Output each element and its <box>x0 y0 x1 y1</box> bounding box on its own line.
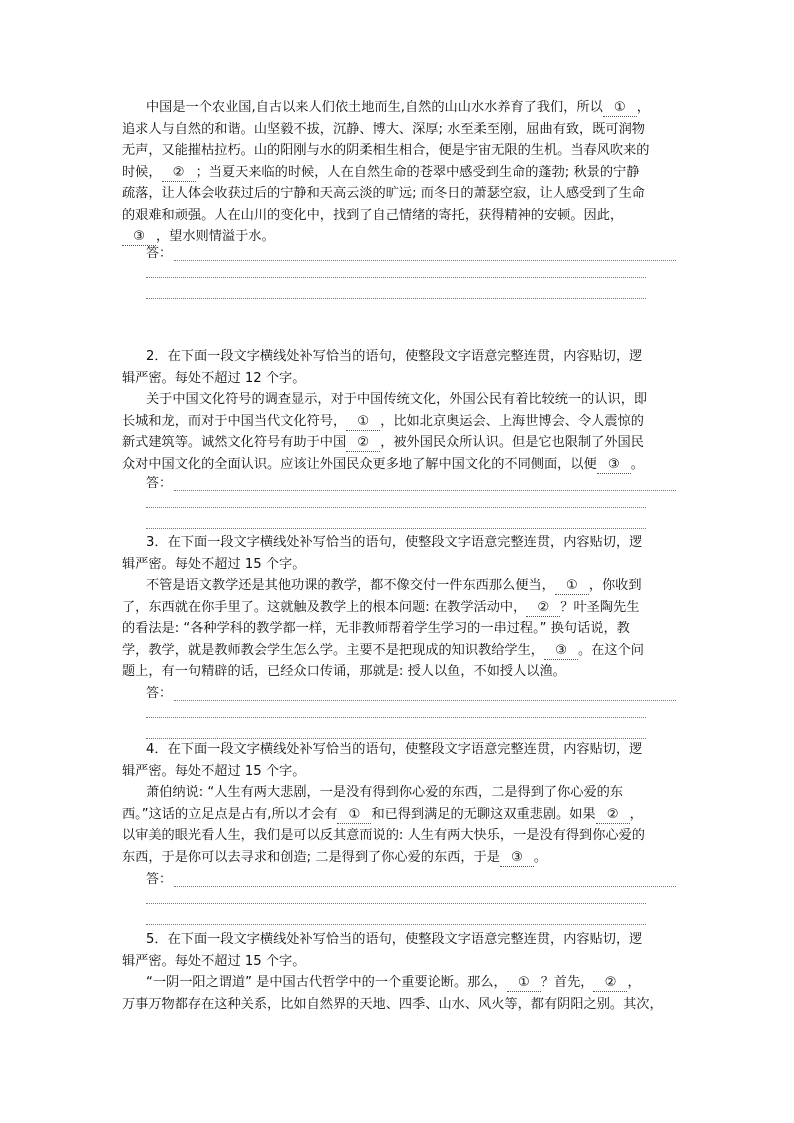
fill-in-blank[interactable]: ③ <box>597 457 631 474</box>
text-segment: ， <box>636 100 650 115</box>
text-line <box>122 162 682 184</box>
fill-in-blank[interactable]: ② <box>593 975 627 992</box>
text-segment: 3．在下面一段文字横线处补写恰当的语句，使整段文字语意完整连贯，内容贴切，逻 <box>146 535 643 550</box>
text-line <box>122 432 682 454</box>
fill-in-blank[interactable]: ① <box>507 975 541 992</box>
text-segment: 辑严密。每处不超过 15 个字。 <box>122 763 306 779</box>
text-segment: 了，东西就在你手里了。这就触及教学上的根本问题: 在教学活动中， <box>122 599 527 615</box>
text-line <box>122 618 682 640</box>
text-line <box>122 346 682 368</box>
answer-label: 答： <box>146 246 173 261</box>
text-segment: 万事万物都存在这种关系，比如自然界的天地、四季、山水、风火等，都有阴阳之别。其次， <box>122 996 663 1012</box>
fill-in-blank[interactable]: ① <box>555 578 589 595</box>
text-line <box>122 205 682 227</box>
fill-in-blank[interactable]: ③ <box>500 850 534 867</box>
q1-passage <box>122 97 682 248</box>
answer-label: 答： <box>146 686 173 701</box>
text-segment: 不管是语文教学还是其他功课的教学，都不像交付一件东西那么便当， <box>146 578 555 593</box>
answer-line <box>146 717 646 718</box>
q5-passage <box>122 929 682 1015</box>
answer-line <box>146 528 646 529</box>
text-line <box>122 994 682 1016</box>
text-line <box>122 972 682 994</box>
q2-passage <box>122 346 682 475</box>
text-segment: 辑严密。每处不超过 15 个字。 <box>122 556 306 572</box>
text-segment: 关于中国文化符号的调查显示，对于中国传统文化，外国公民有着比较统一的认识，即 <box>146 392 648 407</box>
answer-label: 答： <box>146 476 173 491</box>
text-segment: 以审美的眼光看人生，我们是可以反其意而说的: 人生有两大快乐，一是没有得到你心爱的 <box>122 828 645 843</box>
answer-line <box>174 874 676 887</box>
text-line <box>122 575 682 597</box>
text-segment: 长城和龙，而对于中国当代文化符号， <box>122 413 347 429</box>
answer-line <box>146 924 646 925</box>
text-line <box>122 554 682 576</box>
fill-in-blank[interactable]: ② <box>346 435 380 452</box>
text-line <box>122 929 682 951</box>
text-line <box>122 739 682 761</box>
text-segment: 无声，又能摧枯拉朽。山的阳刚与水的阴柔相生相合，便是宇宙无限的生机。当春风吹来的 <box>122 143 650 158</box>
text-segment: 4．在下面一段文字横线处补写恰当的语句，使整段文字语意完整连贯，内容贴切，逻 <box>146 742 643 757</box>
answer-label: 答： <box>146 872 173 887</box>
text-segment: 新式建筑等。诚然文化符号有助于中国 <box>122 435 347 450</box>
answer-line <box>174 478 676 491</box>
text-line <box>122 532 682 554</box>
text-segment: 时候， <box>122 164 162 180</box>
answer-line <box>174 248 676 261</box>
text-line <box>122 804 682 826</box>
text-segment: ？首先， <box>540 975 594 990</box>
text-segment: 的艰难和顽强。人在山川的变化中，找到了自己情绪的寄托，获得精神的安顿。因此， <box>122 207 624 223</box>
text-line <box>122 368 682 390</box>
text-segment: 追求人与自然的和谐。山坚毅不拔，沉静、博大、深厚; 水至柔至刚，屈曲有致，既可润物 <box>122 121 645 137</box>
text-segment: 和已得到满足的无聊这双重悲剧。如果 <box>371 806 596 822</box>
fill-in-blank[interactable]: ① <box>346 414 380 431</box>
text-segment: “一阴一阳之谓道” 是中国古代哲学中的一个重要论断。那么， <box>146 975 507 990</box>
fill-in-blank[interactable]: ① <box>337 807 371 824</box>
text-segment: ；当夏天来临的时候，人在自然生命的苍翠中感受到生命的蓬勃; 秋景的宁静 <box>195 164 640 180</box>
text-segment: 西。”这话的立足点是占有,所以才会有 <box>122 806 338 822</box>
fill-in-blank[interactable]: ① <box>603 100 637 117</box>
q2-answer-area <box>146 470 676 533</box>
answer-line <box>146 277 646 278</box>
fill-in-blank[interactable]: ③ <box>544 643 578 660</box>
q3-passage <box>122 532 682 683</box>
text-line <box>122 389 682 411</box>
fill-in-blank[interactable]: ② <box>596 807 630 824</box>
text-segment: ，被外国民众所认识。但是它也限制了外国民 <box>380 435 644 450</box>
text-line <box>122 847 682 869</box>
text-line <box>122 597 682 619</box>
text-segment: 题上，有一句精辟的话，已经众口传诵，那就是: 授人以鱼，不如授人以渔。 <box>122 664 566 679</box>
text-segment: ？叶圣陶先生 <box>560 599 640 615</box>
text-segment: 。在这个问 <box>578 642 644 658</box>
text-segment: ，比如北京奥运会、上海世博会、令人震惊的 <box>380 413 644 429</box>
text-line <box>122 411 682 433</box>
fill-in-blank[interactable]: ③ <box>122 229 156 246</box>
answer-line <box>174 688 676 701</box>
text-segment: ，望水则情溢于水。 <box>156 229 275 244</box>
text-line <box>122 183 682 205</box>
text-segment: ， <box>629 806 643 822</box>
text-segment: 萧伯纳说: “人生有两大悲剧，一是没有得到你心爱的东西，二是得到了你心爱的东 <box>146 785 624 800</box>
q4-answer-area <box>146 866 676 929</box>
answer-line <box>146 507 646 508</box>
text-line <box>122 640 682 662</box>
fill-in-blank[interactable]: ② <box>162 165 196 182</box>
text-segment: 的看法是: “各种学科的教学都一样，无非教师帮着学生学习的一串过程。” 换句话说，教 <box>122 621 630 636</box>
text-segment: 辑严密。每处不超过 12 个字。 <box>122 370 306 386</box>
text-line <box>122 761 682 783</box>
text-line <box>122 97 682 119</box>
text-line <box>122 825 682 847</box>
text-line <box>122 951 682 973</box>
fill-in-blank[interactable]: ② <box>526 600 560 617</box>
text-segment: ，你收到 <box>588 578 642 593</box>
text-segment: 。 <box>630 456 644 472</box>
text-line <box>122 140 682 162</box>
text-segment: 疏落，让人体会收获过后的宁静和天高云淡的旷远; 而冬日的萧瑟空寂，让人感受到了生命 <box>122 186 645 201</box>
text-segment: 中国是一个农业国,自古以来人们依土地而生,自然的山山水水养育了我们，所以 <box>146 100 603 115</box>
q3-answer-area <box>146 680 676 743</box>
text-segment: 2．在下面一段文字横线处补写恰当的语句，使整段文字语意完整连贯，内容贴切，逻 <box>146 349 643 364</box>
text-segment: 辑严密。每处不超过 15 个字。 <box>122 953 306 969</box>
text-line <box>122 782 682 804</box>
text-line <box>122 119 682 141</box>
text-segment: 众对中国文化的全面认识。应该让外国民众更多地了解中国文化的不同侧面，以便 <box>122 456 597 472</box>
q4-passage <box>122 739 682 868</box>
q1-answer-area <box>146 240 676 303</box>
text-segment: 5．在下面一段文字横线处补写恰当的语句，使整段文字语意完整连贯，内容贴切，逻 <box>146 932 643 947</box>
text-segment: 学，教学，就是教师教会学生怎么学。主要不是把现成的知识教给学生， <box>122 642 544 658</box>
text-segment: 。 <box>533 849 548 865</box>
text-segment: ， <box>627 975 641 990</box>
answer-line <box>146 903 646 904</box>
answer-line <box>146 298 646 299</box>
text-segment: 东西，于是你可以去寻求和创造; 二是得到了你心爱的东西，于是 <box>122 849 500 865</box>
